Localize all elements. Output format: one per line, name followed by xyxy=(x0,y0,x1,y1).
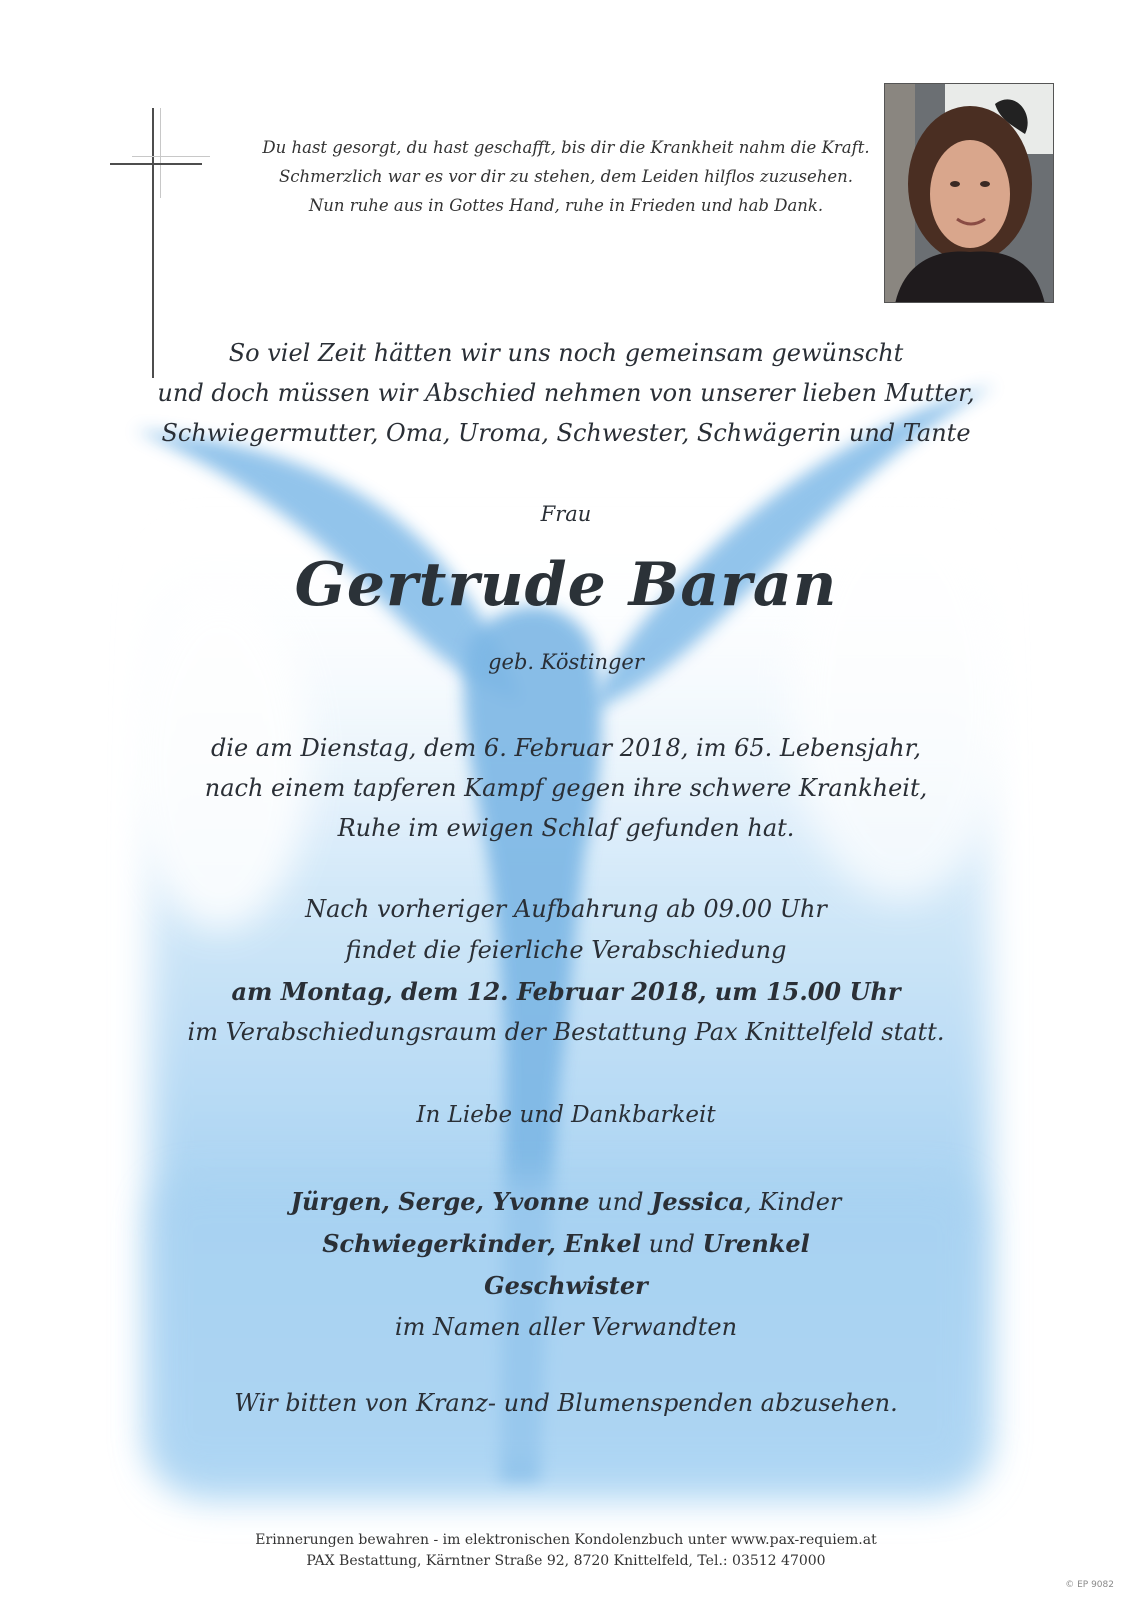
service-date: am Montag, dem 12. Februar 2018, um 15.00 Uhr xyxy=(231,977,901,1006)
death-announcement xyxy=(0,728,1132,848)
intro-line: Schwiegermutter, Oma, Uroma, Schwester, Schwägerin und Tante xyxy=(161,419,971,447)
maiden-name: geb. Köstinger xyxy=(488,650,644,674)
footer-address-line: PAX Bestattung, Kärntner Straße 92, 8720 Knittelfeld, Tel.: 03512 47000 xyxy=(306,1553,826,1569)
children-label: , Kinder xyxy=(744,1188,842,1216)
service-location: im Verabschiedungsraum der Bestattung Pax Knittelfeld statt. xyxy=(187,1018,945,1046)
child-name: Jessica xyxy=(651,1187,745,1216)
conjunction: und xyxy=(640,1230,703,1258)
relatives-line: im Namen aller Verwandten xyxy=(394,1313,738,1341)
form-code: © EP 9082 xyxy=(1065,1580,1114,1590)
salutation: Frau xyxy=(540,502,592,526)
closing-phrase: In Liebe und Dankbarkeit xyxy=(416,1102,716,1128)
intro-line: So viel Zeit hätten wir uns noch gemeinsam gewünscht xyxy=(228,339,904,367)
intro-line: und doch müssen wir Abschied nehmen von unserer lieben Mutter, xyxy=(157,379,975,407)
donation-request: Wir bitten von Kranz- und Blumenspenden abzusehen. xyxy=(234,1389,898,1417)
verse-line: Nun ruhe aus in Gottes Hand, ruhe in Frieden und hab Dank. xyxy=(308,196,824,215)
deceased-name: Gertrude Baran xyxy=(294,550,838,620)
memorial-verse xyxy=(160,133,972,220)
greatgrandchildren: Urenkel xyxy=(702,1229,810,1258)
verse-line: Du hast gesorgt, du hast geschafft, bis dir die Krankheit nahm die Kraft. xyxy=(262,138,870,157)
death-line: Ruhe im ewigen Schlaf gefunden hat. xyxy=(337,814,795,842)
intro-paragraph xyxy=(0,333,1132,453)
verse-line: Schmerzlich war es vor dir zu stehen, dem Leiden hilflos zuzusehen. xyxy=(278,167,854,186)
footer-condolence-line: Erinnerungen bewahren - im elektronischen Kondolenzbuch unter www.pax-requiem.at xyxy=(255,1532,877,1548)
conjunction: und xyxy=(589,1188,652,1216)
family-signatures xyxy=(0,1181,1132,1348)
siblings: Geschwister xyxy=(484,1271,648,1300)
service-line: Nach vorheriger Aufbahrung ab 09.00 Uhr xyxy=(305,895,827,923)
children-names: Jürgen, Serge, Yvonne xyxy=(290,1187,590,1216)
inlaws-line xyxy=(0,1223,1132,1265)
death-line: die am Dienstag, dem 6. Februar 2018, im 65. Lebensjahr, xyxy=(210,734,922,762)
footer xyxy=(0,1530,1132,1572)
service-line: findet die feierliche Verabschiedung xyxy=(345,936,787,964)
funeral-service-info xyxy=(0,889,1132,1053)
siblings-line xyxy=(0,1265,1132,1307)
inlaws-names: Schwiegerkinder, Enkel xyxy=(322,1229,641,1258)
children-line xyxy=(0,1181,1132,1223)
death-line: nach einem tapferen Kampf gegen ihre schwere Krankheit, xyxy=(204,774,928,802)
